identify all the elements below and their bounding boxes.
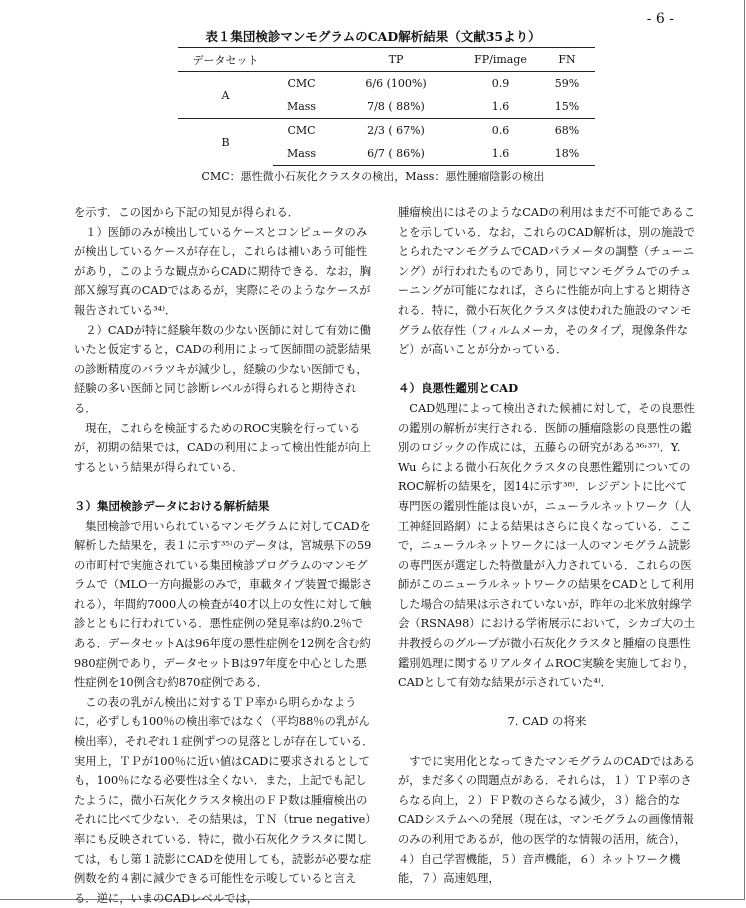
fp-cell: 0.6 [462, 119, 539, 143]
tp-cell: 2/3 ( 67%) [330, 119, 462, 143]
section-heading: 7. CAD の将来 [507, 714, 587, 729]
header-fn: FN [539, 48, 595, 72]
page-number: - 6 - [646, 11, 674, 27]
type-cell: CMC [287, 77, 316, 90]
paragraph: CAD処理によって検出された候補に対して，その良悪性の鑑別の解析が実行される．医師の腫瘤陰影の良悪性の鑑別のロジックの作成には，五藤らの研究がある³⁶˒³⁷⁾．Y. Wu らによる微小石灰化クラスタの良悪性鑑別についてのROC解析の結果を，図14に示す³⁸⁾．レジデントに比べて専門医の鑑別性能は良いが，ニューラルネットワーク（人工神経回路網）による結果はさらに良くなっている．ここで，ニューラルネットワークには一人のマンモグラム読影の専門医が選定した特徴量が入力されている．これらの医師がこのニューラルネットワークの結果をCADとして利用した場合の結果は示されていないが，昨年の北米放射線学会（RSNA98）における学術展示において，シカゴ大の土井教授らのグループが微小石灰化クラスタと腫瘤の良悪性鑑別処理に関するリアルタイムROC実験を実施しており，CADとして有効な結果が示されていた⁴⁾． [398, 401, 695, 690]
paragraph: １）医師のみが検出しているケースとコンピュータのみが検出しているケースが存在し，これらは補いあう可能性があり，このような観点からCADに期待できる．なお，胸部Ｘ線写真のCADではあるが，実際にそのようなケースが報告されている³⁴⁾． [74, 225, 371, 317]
results-table [178, 47, 595, 166]
type-cell: Mass [273, 142, 330, 166]
right-column [398, 203, 696, 889]
table-header-row [178, 48, 595, 72]
tp-cell: 6/6 (100%) [365, 77, 427, 90]
paragraph: を示す．この図から下記の知見が得られる． [74, 206, 300, 219]
tp-cell: 7/8 ( 88%) [367, 100, 425, 113]
tp-cell: 6/7 ( 86%) [330, 142, 462, 166]
left-column [74, 203, 374, 908]
section-heading: ４）良悪性鑑別とCAD [398, 381, 519, 396]
paragraph: 腫瘤検出にはそのようなCADの利用はまだ不可能であることを示している．なお，これらのCAD解析は，別の施設でとられたマンモグラムでCADパラメータの調整（チューニング）が行われたものであり，同じマンモグラムでのチューニングが可能になれば，さらに性能が向上すると期待される．特に，微小石灰化クラスタは使われた施設のマンモグラム依存性（フィルムメーカ，そのタイプ，現像条件など）が高いことが分かっている． [398, 206, 695, 357]
section-heading: ３）集団検診データにおける解析結果 [74, 498, 270, 513]
fn-cell: 68% [539, 119, 595, 143]
group-label: A [221, 88, 230, 102]
table-note: CMC：悪性微小石灰化クラスタの検出，Mass：悪性腫瘤陰影の検出 [201, 170, 545, 183]
paragraph: 集団検診で用いられているマンモグラムに対してCADを解析した結果を，表１に示す³⁵⁾のデータは，宮城県下の59の市町村で実施されている集団検診プログラムのマンモグラムで（MLO一方向撮影のみで，車載タイプ装置で撮影される），年間約7000人の検査が40才以上の女性に対して触診とともに行われている．悪性症例の発見率は約0.2％である．データセットAは96年度の悪性症例を12例を含む約980症例であり，データセットBは97年度を中心とした悪性症例を10例含む約870症例である． [74, 519, 373, 690]
paragraph: この表の乳がん検出に対するＴＰ率から明らかなように，必ずしも100％の検出率ではなく（平均88％の乳がん検出率），それぞれ１症例ずつの見落としが存在している．実用上，ＴＰが100％に近い値はCADに要求されるとしても，100％になる必要性は全くない．また，上記でも記したように，微小石灰化クラスタ検出のＦＰ数は腫瘤検出のそれに比べて少ない．その結果は，ＴＮ（true negative）率にも反映されている．特に，微小石灰化クラスタに関しては，もし第１読影にCADを使用しても，読影が必要な症例数を約４割に減少できる可能性を示唆していると言える．逆に，いまのCADレベルでは， [74, 695, 374, 905]
fn-cell: 18% [539, 142, 595, 166]
table-caption: 表１集団検診マンモグラムのCAD解析結果（文献35より） [205, 29, 541, 44]
fp-cell: 1.6 [462, 142, 539, 166]
header-type [273, 48, 330, 72]
header-dataset: データセット [178, 48, 273, 72]
fp-cell: 0.9 [491, 77, 510, 90]
group-label: B [178, 119, 273, 166]
paragraph: すでに実用化となってきたマンモグラムのCADではあるが，まだ多くの問題点がある．それらは，１）ＴＰ率のさらなる向上，２）ＦＰ数のさらなる減少，３）総合的なCADシステムへの発展（現在は，マンモグラムの画像情報のみの利用であるが，他の医学的な情報の活用，統合），４）自己学習機能，５）音声機能，６）ネットワーク機能，７）高速処理， [398, 754, 696, 886]
fn-cell: 59% [554, 77, 580, 90]
header-tp: TP [330, 48, 462, 72]
paragraph: 現在，これらを検証するためのROC実験を行っているが，初期の結果では，CADの利用によって検出性能が向上するという結果が得られている． [74, 421, 371, 474]
header-fp: FP/image [462, 48, 539, 72]
type-cell: Mass [286, 100, 317, 113]
fn-cell: 15% [554, 100, 580, 113]
fp-cell: 1.6 [491, 100, 510, 113]
table-row [178, 72, 595, 96]
paragraph: ２）CADが特に経験年数の少ない医師に対して有効に働いたと仮定すると，CADの利用によって医師間の読影結果の診断精度のバラツキが減少し，経験の少ない医師でも，経験の多い医師と同じ診断レベルが得られると期待される． [74, 323, 371, 415]
type-cell: CMC [273, 119, 330, 143]
table-row [178, 119, 595, 143]
